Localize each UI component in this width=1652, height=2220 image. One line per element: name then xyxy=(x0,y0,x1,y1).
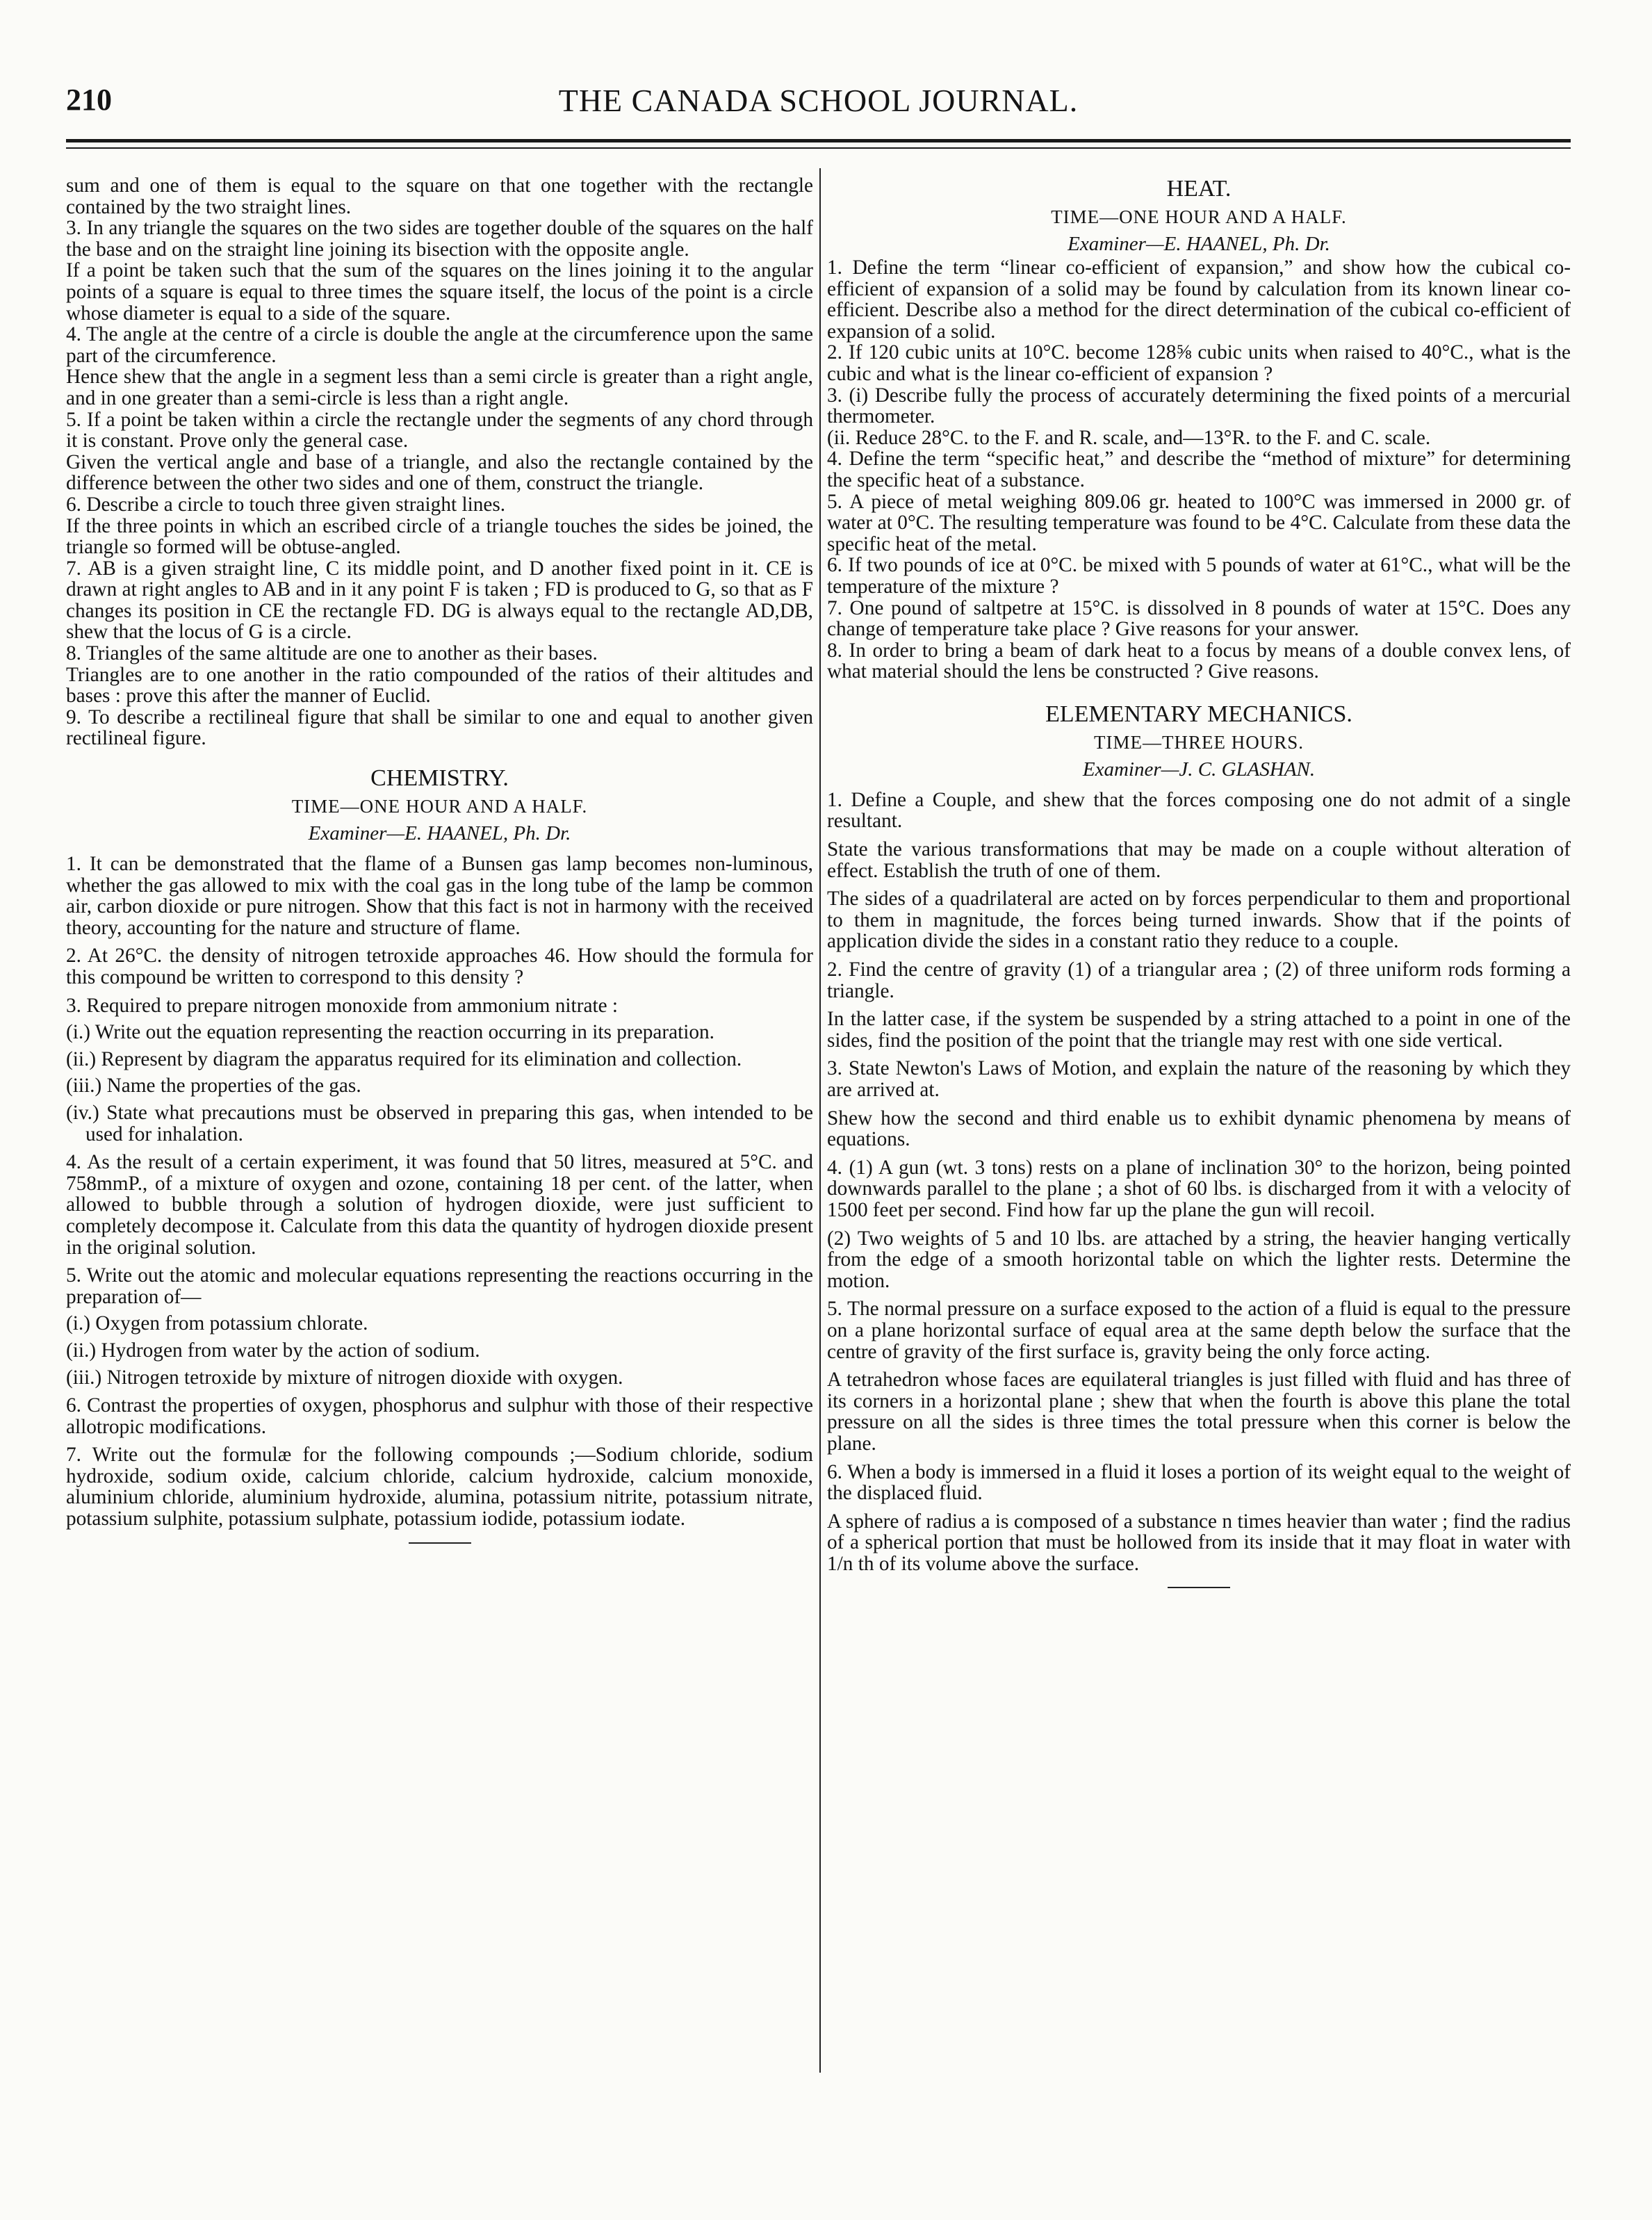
end-rule-right xyxy=(1168,1587,1230,1588)
geometry-paragraph: 5. If a point be taken within a circle the rectangle under the segments of any chord through it is constant. Prove only the general case. xyxy=(66,408,813,452)
heat-paragraph: 6. If two pounds of ice at 0°C. be mixed with 5 pounds of water at 61°C., what will be the temperature of the mixture ? xyxy=(827,554,1571,598)
column-divider xyxy=(819,168,821,2073)
mechanics-examiner: Examiner—J. C. GLASHAN. xyxy=(1082,758,1316,781)
heat-paragraph: 8. In order to bring a beam of dark heat to a focus by means of a double convex lens, of what material should the lens be constructed ? Give reasons. xyxy=(827,639,1571,683)
geometry-paragraph: 9. To describe a rectilineal figure that shall be similar to one and equal to another given rectilineal figure. xyxy=(66,705,813,750)
right-column xyxy=(827,175,1571,1588)
mechanics-paragraph: In the latter case, if the system be suspended by a string attached to a point in one of the sides, find the position of the point that the triangle may rest with one side vertical. xyxy=(827,1008,1571,1052)
mechanics-paragraph: (2) Two weights of 5 and 10 lbs. are attached by a string, the heavier hanging vertically from the edge of a smooth horizontal table on which the lighter rests. Determine the motion. xyxy=(827,1227,1571,1292)
mechanics-paragraph: 6. When a body is immersed in a fluid it loses a portion of its weight equal to the weight of the displaced fluid. xyxy=(827,1460,1571,1505)
mechanics-questions xyxy=(827,790,1571,1575)
chemistry-paragraph: 2. At 26°C. the density of nitrogen tetroxide approaches 46. How should the formula for this compound be written to correspond to this density ? xyxy=(66,945,813,988)
geometry-paragraph: Given the vertical angle and base of a triangle, and also the rectangle contained by the difference between the other two sides and one of them, construct the triangle. xyxy=(66,450,813,495)
heat-paragraph: 7. One pound of saltpetre at 15°C. is dissolved in 8 pounds of water at 15°C. Does any change of temperature take place ? Give reasons for your answer. xyxy=(827,596,1571,641)
chemistry-paragraph: 5. Write out the atomic and molecular equations representing the reactions occurring in the preparation of— xyxy=(66,1264,813,1308)
mechanics-title: ELEMENTARY MECHANICS. xyxy=(1045,701,1352,727)
mechanics-paragraph: 3. State Newton's Laws of Motion, and explain the nature of the reasoning by which they are arrived at. xyxy=(827,1057,1571,1101)
chemistry-title: CHEMISTRY. xyxy=(370,765,509,792)
heat-examiner: Examiner—E. HAANEL, Ph. Dr. xyxy=(1068,233,1330,255)
mechanics-paragraph: 2. Find the centre of gravity (1) of a triangular area ; (2) of three uniform rods forming a triangle. xyxy=(827,958,1571,1002)
geometry-paragraph: If a point be taken such that the sum of the squares on the lines joining it to the angular points of a square is equal to three times the square itself, the locus of the point is a circle whose diameter is equal to a side of the square. xyxy=(66,259,813,325)
left-column xyxy=(66,175,813,1544)
chemistry-paragraph: (iii.) Nitrogen tetroxide by mixture of nitrogen dioxide with oxygen. xyxy=(66,1366,623,1389)
chemistry-paragraph: (i.) Oxygen from potassium chlorate. xyxy=(66,1312,368,1335)
journal-title: THE CANADA SCHOOL JOURNAL. xyxy=(558,83,1079,118)
chemistry-paragraph: 7. Write out the formulæ for the following compounds ;—Sodium chloride, sodium hydroxide, sodium oxide, calcium chloride, calcium hydroxide, calcium monoxide, aluminium chloride, aluminium hydroxide, alumina, potassium nitrite, potassium nitrate, potassium sulphite, potassium sulphate, potassium iodide, potassium iodate. xyxy=(66,1444,813,1531)
heat-paragraph: 3. (i) Describe fully the process of accurately determining the fixed points of a mercurial thermometer. xyxy=(827,384,1571,428)
mechanics-paragraph: 4. (1) A gun (wt. 3 tons) rests on a plane of inclination 30° to the horizon, being pointed downwards parallel to the plane ; a shot of 60 lbs. is discharged from it with a velocity of 1500 feet per second. Find how far up the plane the gun will recoil. xyxy=(827,1156,1571,1221)
geometry-paragraph: 3. In any triangle the squares on the two sides are together double of the squares on the half the base and on the straight line joining its bisection with the opposite angle. xyxy=(66,217,813,261)
page-header xyxy=(66,82,1571,131)
chemistry-paragraph: (iv.) State what precautions must be observed in preparing this gas, when intended to be used for inhalation. xyxy=(66,1101,813,1145)
geometry-paragraph: 6. Describe a circle to touch three given straight lines. xyxy=(66,493,506,516)
heat-questions xyxy=(827,257,1571,683)
geometry-paragraph: Hence shew that the angle in a segment less than a semi circle is greater than a right angle, and in one greater than a semi-circle is less than a right angle. xyxy=(66,366,813,409)
mechanics-paragraph: 5. The normal pressure on a surface exposed to the action of a fluid is equal to the pressure on a plane horizontal surface of equal area at the same depth below the surface that the centre of gravity of the first surface is, gravity being the only force acting. xyxy=(827,1298,1571,1363)
mechanics-paragraph: State the various transformations that may be made on a couple without alteration of effect. Establish the truth of one of them. xyxy=(827,838,1571,882)
heat-time: TIME—ONE HOUR AND A HALF. xyxy=(1051,206,1347,227)
heat-paragraph: (ii. Reduce 28°C. to the F. and R. scale, and—13°R. to the F. and C. scale. xyxy=(827,426,1431,449)
header-rule-thin xyxy=(66,147,1571,149)
geometry-paragraph: Triangles are to one another in the ratio compounded of the ratios of their altitudes and bases : prove this after the manner of Euclid. xyxy=(66,663,813,708)
heat-paragraph: 1. Define the term “linear co-efficient of expansion,” and show how the cubical co-efficient of expansion of a solid may be found by calculation from its known linear co-efficient. Describe also a method for the direct determination of the cubical co-efficient of expansion of a solid. xyxy=(827,256,1571,343)
chemistry-paragraph: 4. As the result of a certain experiment, it was found that 50 litres, measured at 5°C. and 758mmP., of a mixture of oxygen and ozone, containing 18 per cent. of the latter, when allowed to bubble through a solution of hydrogen dioxide, were just sufficient to completely decompose it. Calculate from this data the quantity of hydrogen dioxide present in the original solution. xyxy=(66,1151,813,1259)
header-rule-thick xyxy=(66,139,1571,142)
geometry-questions xyxy=(66,175,813,749)
end-rule-left xyxy=(409,1542,471,1544)
geometry-paragraph: 4. The angle at the centre of a circle is double the angle at the circumference upon the same part of the circumference. xyxy=(66,323,813,367)
chemistry-examiner: Examiner—E. HAANEL, Ph. Dr. xyxy=(308,822,571,845)
chemistry-paragraph: (i.) Write out the equation representing the reaction occurring in its preparation. xyxy=(66,1021,715,1044)
heat-paragraph: 4. Define the term “specific heat,” and describe the “method of mixture” for determining the specific heat of a substance. xyxy=(827,448,1571,491)
chemistry-paragraph: 1. It can be demonstrated that the flame of a Bunsen gas lamp becomes non-luminous, whether the gas allowed to mix with the coal gas in the long tube of the lamp be common air, carbon dioxide or pure nitrogen. Show that this fact is not in harmony with the received theory, accounting for the nature and structure of flame. xyxy=(66,853,813,939)
mechanics-paragraph: A tetrahedron whose faces are equilateral triangles is just filled with fluid and has three of its corners in a horizontal plane ; shew that when the fourth is above this plane the total pressure on all the sides is three times the total pressure when this corner is below the plane. xyxy=(827,1369,1571,1455)
chemistry-paragraph: (iii.) Name the properties of the gas. xyxy=(66,1075,361,1097)
chemistry-paragraph: 6. Contrast the properties of oxygen, phosphorus and sulphur with those of their respective allotropic modifications. xyxy=(66,1394,813,1438)
mechanics-paragraph: Shew how the second and third enable us to exhibit dynamic phenomena by means of equations. xyxy=(827,1107,1571,1151)
heat-paragraph: 5. A piece of metal weighing 809.06 gr. heated to 100°C was immersed in 2000 gr. of water at 0°C. The resulting temperature was found to be 4°C. Calculate from these data the specific heat of the metal. xyxy=(827,490,1571,555)
mechanics-paragraph: 1. Define a Couple, and shew that the forces composing one do not admit of a single resultant. xyxy=(827,788,1571,833)
chemistry-paragraph: (ii.) Hydrogen from water by the action of sodium. xyxy=(66,1339,480,1362)
page-number: 210 xyxy=(66,83,112,117)
chemistry-questions xyxy=(66,854,813,1530)
mechanics-time: TIME—THREE HOURS. xyxy=(1094,731,1304,753)
geometry-paragraph: sum and one of them is equal to the square on that one together with the rectangle contained by the two straight lines. xyxy=(66,174,813,218)
heat-paragraph: 2. If 120 cubic units at 10°C. become 128⅝ cubic units when raised to 40°C., what is the cubic and what is the linear co-efficient of expansion ? xyxy=(827,341,1571,385)
heat-title: HEAT. xyxy=(1166,176,1232,202)
geometry-paragraph: 7. AB is a given straight line, C its middle point, and D another fixed point in it. CE is drawn at right angles to AB and in it any point F is taken ; FD is produced to G, so that as F changes its position in CE the rectangle FD. DG is always equal to the rectangle AD,DB, shew that the locus of G is a circle. xyxy=(66,557,813,644)
geometry-paragraph: 8. Triangles of the same altitude are one to another as their bases. xyxy=(66,642,598,665)
mechanics-paragraph: The sides of a quadrilateral are acted on by forces perpendicular to them and proportional to them in magnitude, the forces being turned inwards. Show that if the points of application divide the sides in a constant ratio they reduce to a couple. xyxy=(827,888,1571,953)
chemistry-paragraph: 3. Required to prepare nitrogen monoxide from ammonium nitrate : xyxy=(66,994,619,1017)
mechanics-paragraph: A sphere of radius a is composed of a substance n times heavier than water ; find the radius of a spherical portion that must be hollowed from its inside that it may float in water with 1/n th of its volume above the surface. xyxy=(827,1510,1571,1575)
chemistry-paragraph: (ii.) Represent by diagram the apparatus required for its elimination and collection. xyxy=(66,1047,742,1070)
geometry-paragraph: If the three points in which an escribed circle of a triangle touches the sides be joined, the triangle so formed will be obtuse-angled. xyxy=(66,514,813,559)
chemistry-time: TIME—ONE HOUR AND A HALF. xyxy=(291,796,588,817)
